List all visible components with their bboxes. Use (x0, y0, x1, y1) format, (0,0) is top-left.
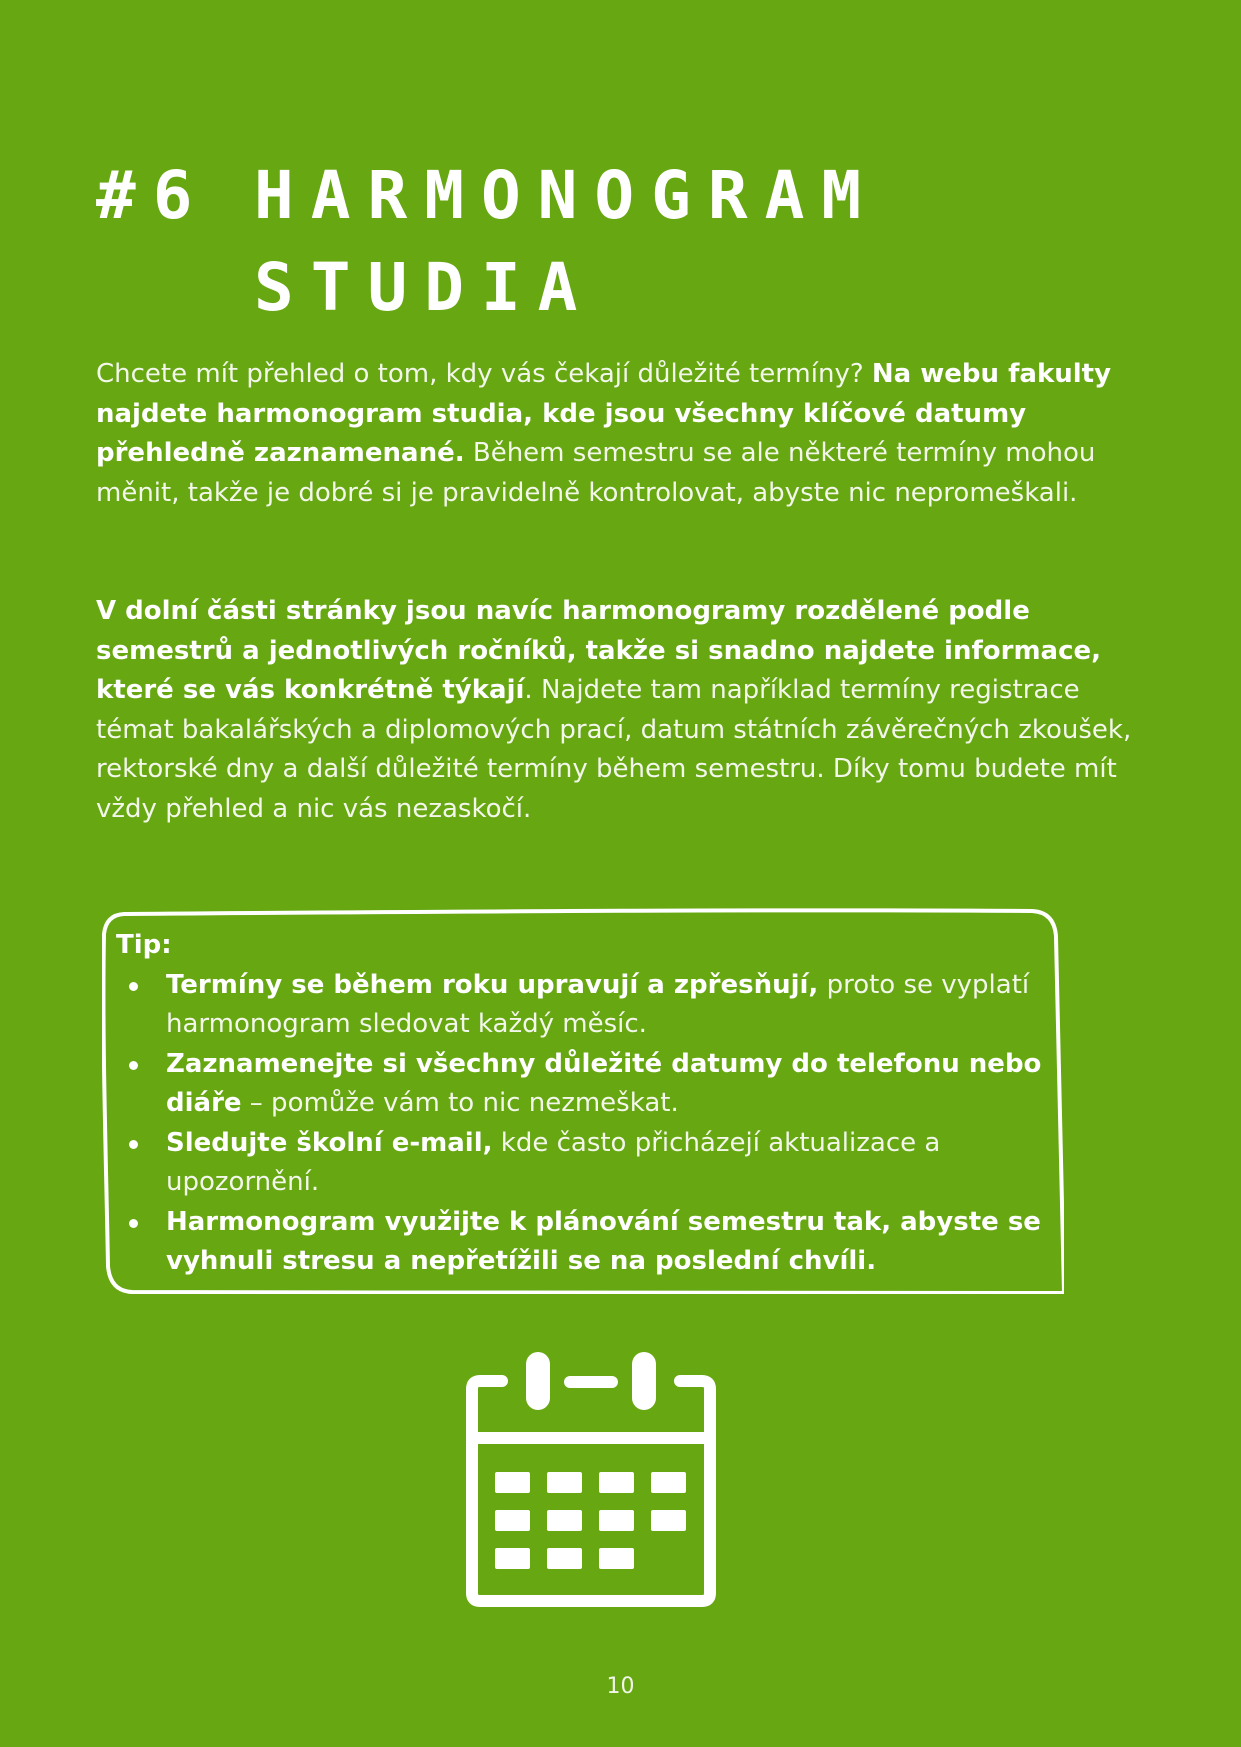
intro-bold-text: Na webu fakulty najdete harmonogram studia, kde jsou všechny klíčové datumy přehledně zaznamenané. (96, 359, 1112, 468)
tip-box (102, 906, 1064, 1294)
tip-label: Tip: (116, 930, 172, 960)
page-heading (96, 150, 878, 334)
tip-item (116, 1045, 1066, 1124)
tip-item-bold: Zaznamenejte si všechny důležité datumy do telefonu nebo diáře (166, 1048, 1042, 1118)
intro-text-2: Během semestru se ale některé termíny mohou měnit, takže je dobré si je pravidelně kontrolovat, abyste nic nepromeškali. (96, 438, 1096, 508)
tip-item-bold: Termíny se během roku upravují a zpřesňují, (166, 969, 819, 1000)
calendar-icon (462, 1350, 720, 1610)
section-number: #6 (96, 157, 210, 234)
tip-item-text: kde často přicházejí aktualizace a upozornění. (166, 1127, 941, 1197)
page-number: 10 (606, 1674, 635, 1699)
tip-item-bold: Sledujte školní e-mail, (166, 1127, 493, 1158)
tip-item (116, 1124, 1066, 1203)
heading-line-2: STUDIA (254, 249, 595, 326)
heading-line-1: HARMONOGRAM (254, 157, 879, 234)
semester-text: . Najdete tam například termíny registrace témat bakalářských a diplomových prací, datum státních závěrečných zkoušek, rektorské dny a další důležité termíny během semestru. Díky tomu budete mít vždy přehled a nic vás nezaskočí. (96, 675, 1132, 824)
tip-item-bold: Harmonogram využijte k plánování semestru tak, abyste se vyhnuli stresu a nepřetížili se na poslední chvíli. (166, 1206, 1041, 1276)
tip-item (116, 1203, 1066, 1282)
intro-paragraph (96, 355, 1136, 513)
intro-text-1: Chcete mít přehled o tom, kdy vás čekají důležité termíny? (96, 359, 872, 389)
tip-list (116, 966, 1066, 1282)
tip-item (116, 966, 1066, 1045)
tip-content (116, 926, 1066, 1282)
tip-item-text: proto se vyplatí harmonogram sledovat každý měsíc. (166, 969, 1030, 1039)
semester-bold-text: V dolní části stránky jsou navíc harmonogramy rozdělené podle semestrů a jednotlivých ročníků, takže si snadno najdete informace, které se vás konkrétně týkají (96, 596, 1102, 705)
tip-item-text: – pomůže vám to nic nezmeškat. (241, 1088, 679, 1118)
semester-paragraph (96, 592, 1136, 829)
